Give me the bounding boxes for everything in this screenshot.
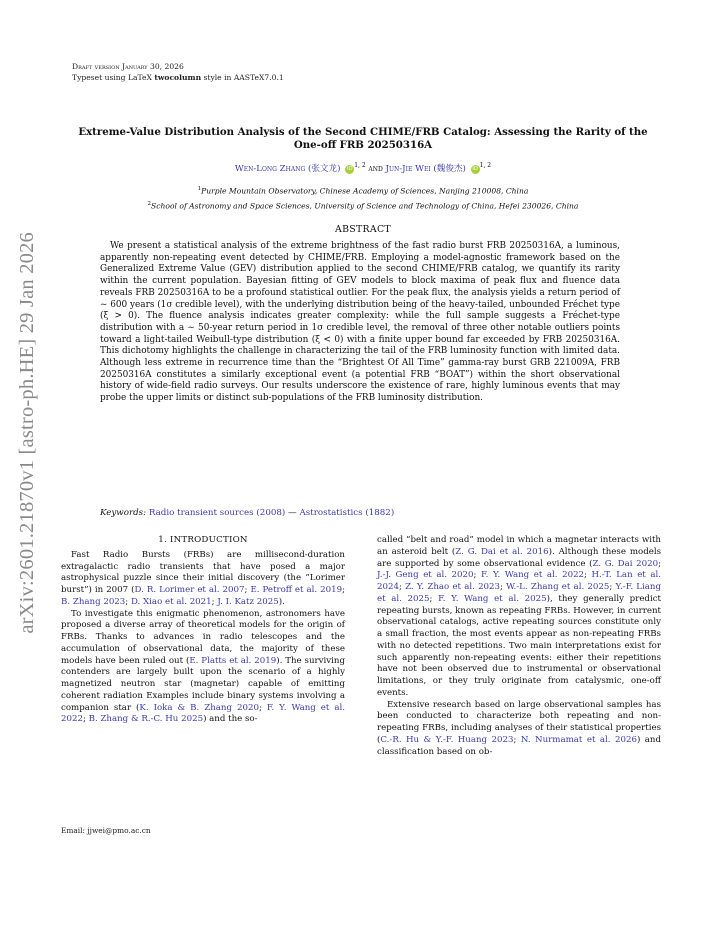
paragraph: called “belt and road” model in which a magnetar interacts with an asteroid belt (Z. G. Dai et al. 2016). Although these models are supported by some observational evidence (Z. G. Dai 2020; J.-J. Geng et al. 2020; F. Y. Wang et al. 2022; H.-T. Lan et al. 2024; Z. Y. Zhao et al. 2023; W.-L. Zhang et al. 2025; Y.-F. Liang et al. 2025; F. Y. Wang et al. 2025), they generally predict repeating bursts, known as repeating FRBs. However, in current observational catalogs, active repeating sources constitute only a small fraction, the most events appear as non-repeating FRBs with no detected repetitions. Two main interpretations exist for such apparently non-repeating events: either their repetitions have not been observed due to instrumental or observational limitations, or they truly originate from catalysmic, one-off events.: [377, 535, 662, 698]
paper-header: [72, 61, 284, 83]
citation-link[interactable]: N. Nurmamat et al. 2026: [520, 734, 637, 745]
left-column: [61, 535, 345, 726]
citation-link[interactable]: F. Y. Wang et al. 2025: [438, 593, 547, 604]
citation-link[interactable]: Z. Y. Zhao et al. 2023: [405, 582, 501, 592]
latex-logo: LaTeX: [127, 73, 152, 82]
arxiv-identifier-stamp: arXiv:2601.21870v1 [astro-ph.HE] 29 Jan 2026: [16, 232, 38, 634]
citation-link[interactable]: F. Y. Wang et al. 2022: [61, 702, 345, 725]
citation-link[interactable]: B. Zhang 2023: [61, 596, 126, 607]
paragraph: To investigate this enigmatic phenomenon, astronomers have proposed a diverse array of theoretical models for the origin of FRBs. Thanks to advances in radio telescopes and the accumulation of observational data, the majority of these models have been ruled out (E. Platts et al. 2019). The surviving contenders are largely built upon the scenario of a highly magnetized neutron star (magnetar) capable of emitting coherent radiation Examples include binary systems involving a companion star (K. Ioka & B. Zhang 2020; F. Y. Wang et al. 2022; B. Zhang & R.-C. Hu 2025) and the so-: [61, 608, 345, 725]
typeset-line: Typeset using LaTeX twocolumn style in AASTeX7.0.1: [72, 73, 284, 82]
email-footnote: Email: jjwei@pmo.ac.cn: [61, 826, 151, 835]
citation-link[interactable]: C.-R. Hu & Y.-F. Huang 2023: [380, 734, 514, 745]
orcid-icon[interactable]: iD: [472, 166, 479, 172]
citation-link[interactable]: H.-T. Lan et al. 2024: [377, 570, 661, 592]
citation-link[interactable]: J. I. Katz 2025: [217, 596, 279, 607]
citation-link[interactable]: K. Ioka & B. Zhang 2020: [139, 702, 259, 713]
citation-link[interactable]: D. R. Lorimer et al. 2007: [134, 585, 245, 595]
keyword-link[interactable]: Astrostatistics (1882): [299, 508, 395, 518]
abstract-body: We present a statistical analysis of the extreme brightness of the fast radio burst FRB 20250316A, a luminous, apparently non-repeating event detected by CHIME/FRB. Employing a model-agnostic framework based on the Generalized Extreme Value (GEV) distribution applied to the second CHIME/FRB catalog, we quantify its rarity within the current population. Bayesian fitting of GEV models to block maxima of peak flux and fluence data reveals FRB 20250316A to be a profound statistical outlier. For the peak flux, the analysis yields a return period of ∼ 600 years (1σ credible level), with the underlying distribution being of the heavy-tailed, unbounded Fréchet type (ξ > 0). The fluence analysis indicates greater complexity: while the full sample suggests a Fréchet-type distribution with a ∼ 50-year return period in 1σ credible level, the removal of three other notable outliers points toward a light-tailed Weibull-type distribution (ξ < 0) with a finite upper bound far exceeded by FRB 20250316A. This dichotomy highlights the challenge in characterizing the tail of the FRB luminosity function with limited data. Although less extreme in recurrence time than the “Brightest Of All Time” gamma-ray burst GRB 221009A, FRB 20250316A constitutes a similarly exceptional event (a potential FRB “BOAT”) within the short observational history of wide-field radio surveys. Our results underscore the existence of rare, highly luminous events that may probe the upper limits or distinct sub-populations of the FRB luminosity distribution.: [100, 241, 620, 404]
abstract-heading: ABSTRACT: [335, 224, 391, 235]
affiliation: $^1$Purple Mountain Observatory, Chinese Academy of Sciences, Nanjing 210008, China: [197, 186, 529, 196]
citation-link[interactable]: J.-J. Geng et al. 2020: [377, 570, 474, 581]
author-conjunction: and: [368, 164, 383, 174]
affiliation: $^2$School of Astronomy and Space Sciences, University of Science and Technology of China, Hefei 230026, China: [147, 201, 579, 211]
citation-link[interactable]: F. Y. Wang et al. 2022: [480, 570, 585, 581]
author-link[interactable]: Jun-Jie Wei (魏俊杰): [385, 164, 466, 174]
citation-link[interactable]: W.-L. Zhang et al. 2025: [506, 582, 610, 592]
affiliation-list: [64, 183, 662, 213]
keyword-link[interactable]: Radio transient sources (2008): [148, 508, 286, 518]
paragraph: Fast Radio Bursts (FRBs) are millisecond-duration extragalactic radio transients that have posed a major astrophysical puzzle since their initial discovery (the ”Lorimer burst”) in 2007 (D. R. Lorimer et al. 2007; E. Petroff et al. 2019; B. Zhang 2023; D. Xiao et al. 2021; J. I. Katz 2025).: [61, 549, 345, 607]
right-column: [377, 535, 661, 758]
citation-link[interactable]: B. Zhang & R.-C. Hu 2025: [88, 714, 204, 725]
citation-link[interactable]: Z. G. Dai 2020: [592, 558, 659, 569]
author-link[interactable]: Wen-Long Zhang (张文龙): [234, 164, 341, 174]
paragraph: Extensive research based on large observational samples has been conducted to characterize both repeating and non-repeating FRBs, including analyses of their statistical properties (C.-R. Hu & Y.-F. Huang 2023; N. Nurmamat et al. 2026) and classification based on ob-: [377, 699, 661, 757]
orcid-icon[interactable]: iD: [346, 166, 353, 172]
citation-link[interactable]: D. Xiao et al. 2021: [130, 596, 212, 607]
keywords-label: Keywords:: [100, 508, 147, 518]
citation-link[interactable]: E. Platts et al. 2019: [189, 655, 277, 666]
author-list: Wen-Long Zhang (张文龙) iD $^{1, 2}$ and Jun-Jie Wei (魏俊杰) iD $^{1, 2}$: [234, 162, 492, 174]
citation-link[interactable]: Y.-F. Liang et al. 2025: [377, 582, 661, 604]
draft-version-line: Draft version January 30, 2026: [72, 62, 184, 71]
paper-title: Extreme-Value Distribution Analysis of the Second CHIME/FRB Catalog: Assessing the Rarity of the One-off FRB 20250316A: [78, 126, 648, 152]
section-heading: 1. INTRODUCTION: [158, 535, 248, 545]
citation-link[interactable]: E. Petroff et al. 2019: [250, 585, 343, 595]
citation-link[interactable]: Z. G. Dai et al. 2016: [455, 546, 549, 557]
keywords-line: Keywords: Radio transient sources (2008) — Astrostatistics (1882): [100, 508, 395, 518]
